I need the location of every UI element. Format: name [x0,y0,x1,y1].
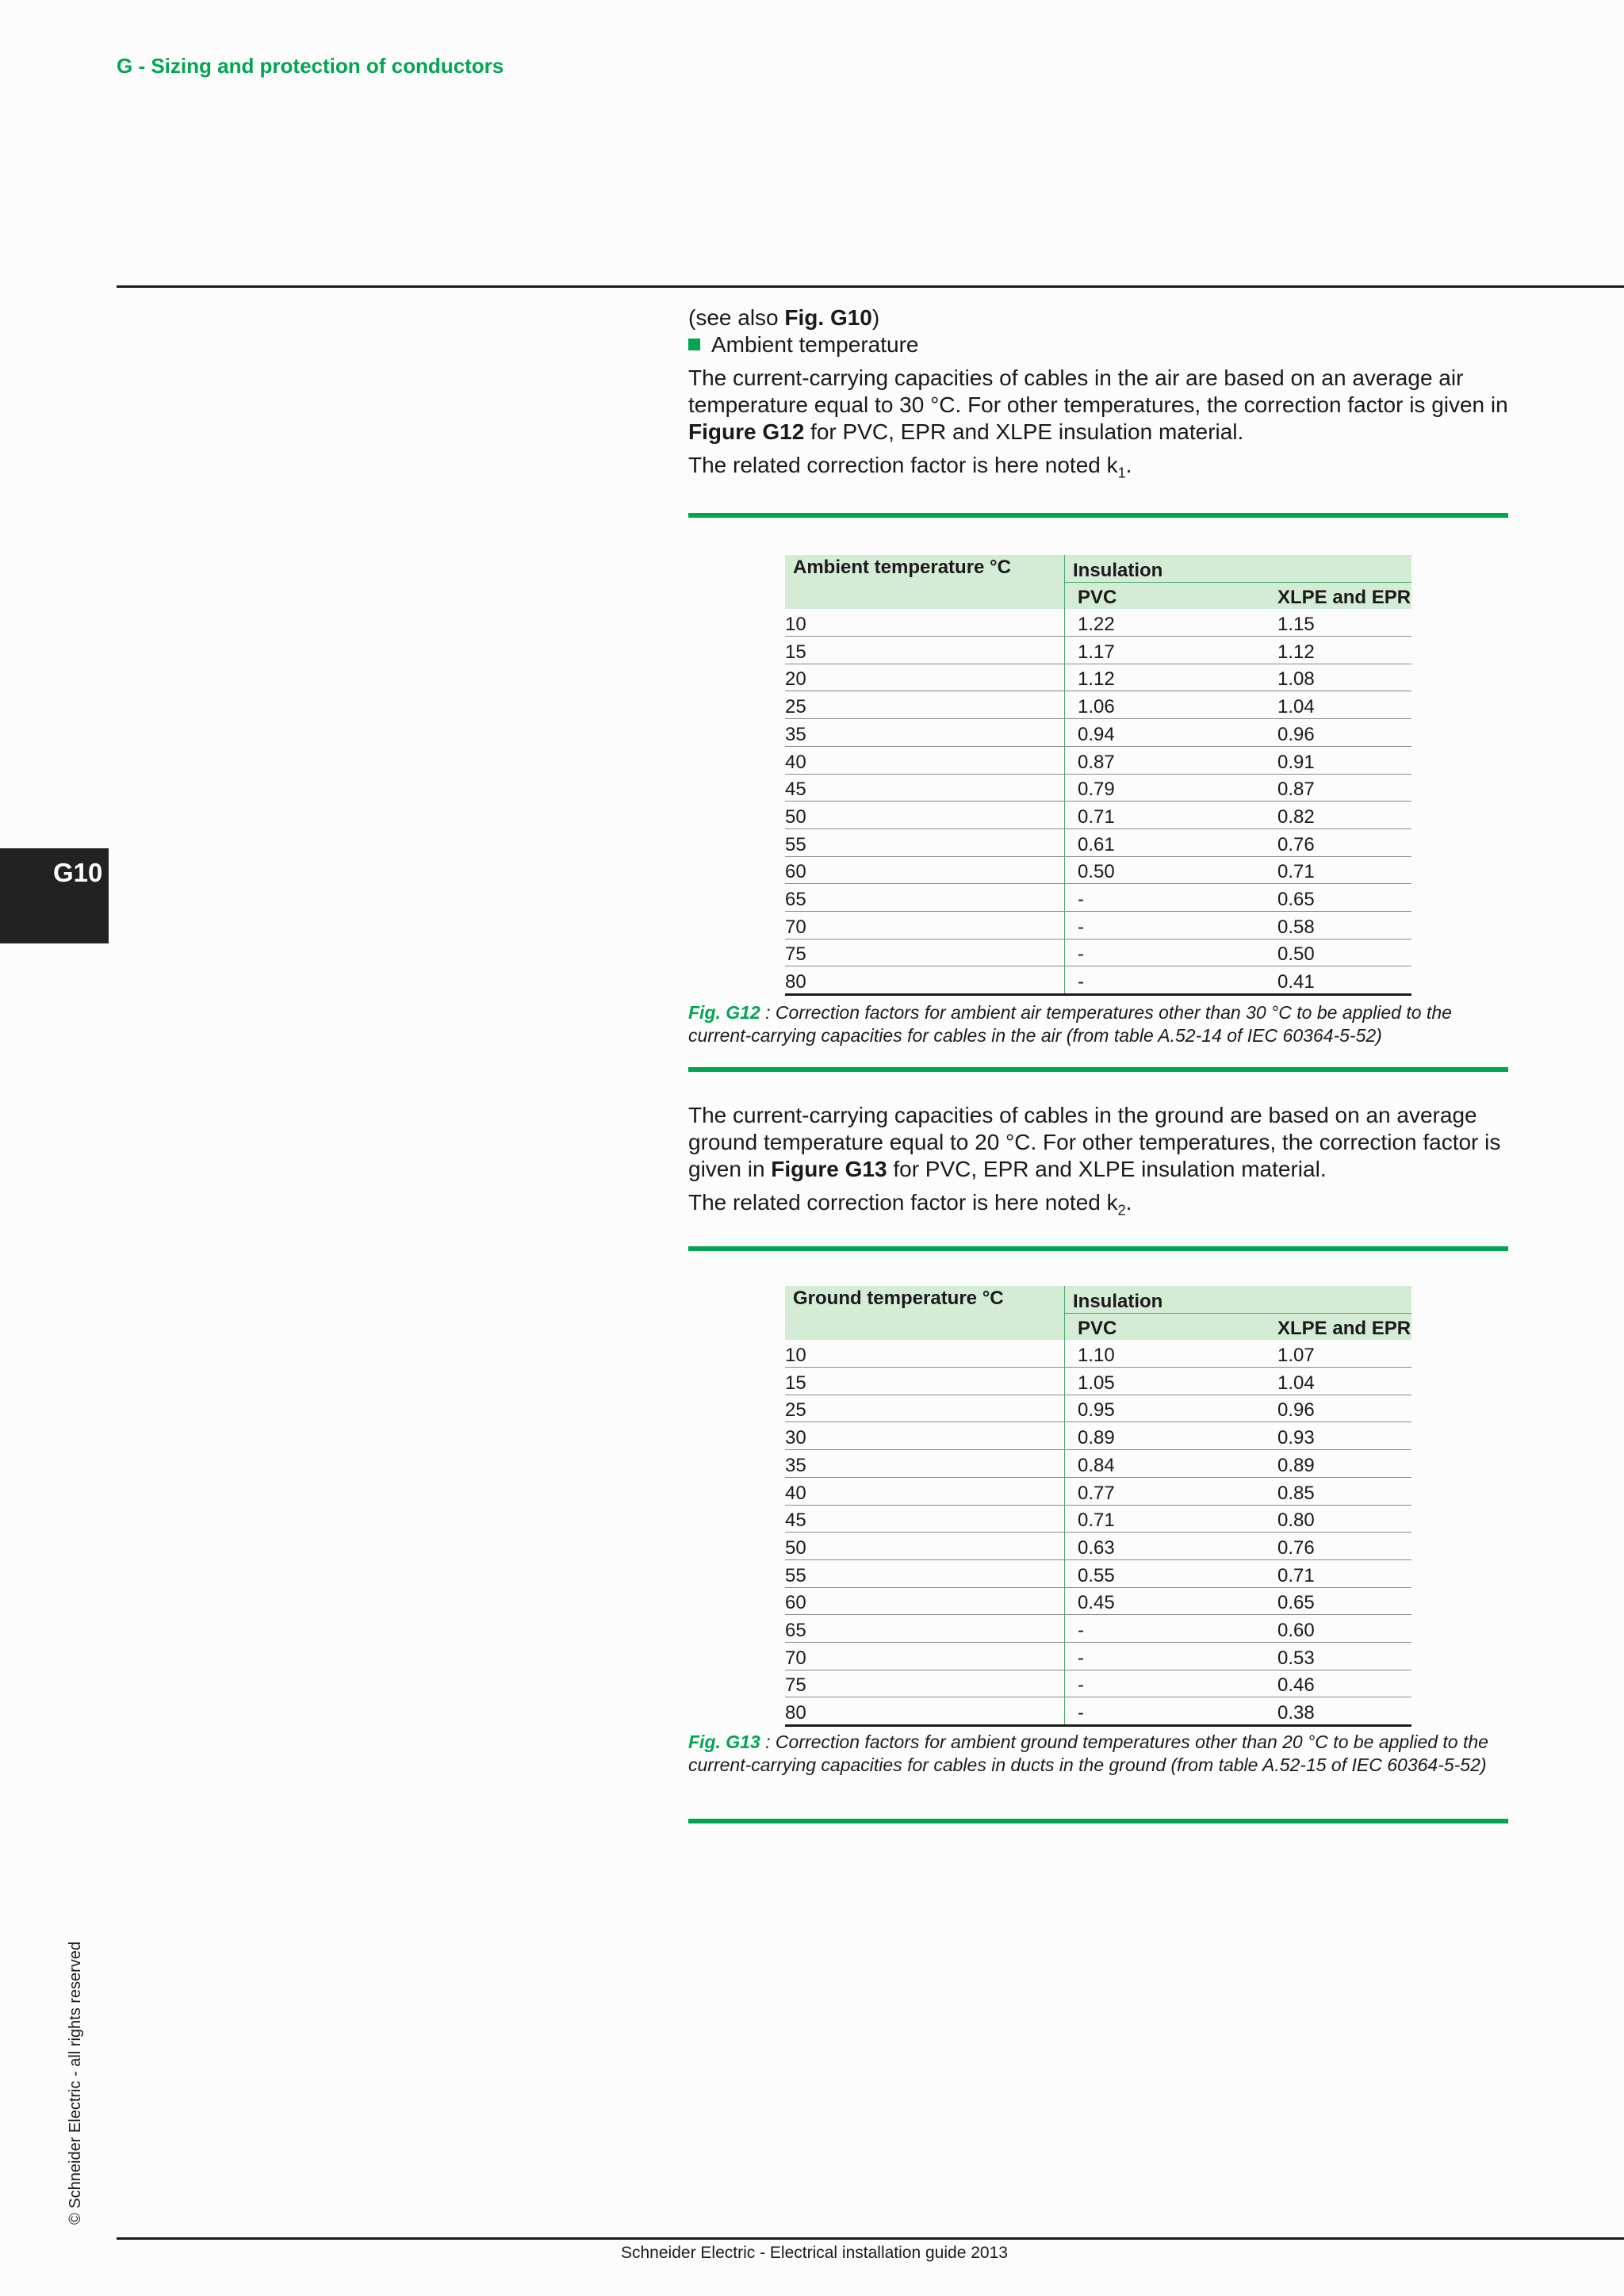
temperature-cell: 55 [785,1559,1065,1587]
table-g13 [785,1286,1411,1727]
pvc-factor-cell: - [1065,966,1275,995]
temperature-cell: 15 [785,1368,1065,1395]
temperature-cell: 15 [785,637,1065,664]
bullet-item: Ambient temperature [688,331,1513,358]
pvc-factor-cell: 1.12 [1065,664,1275,691]
table-row [785,828,1411,856]
xlpe-factor-cell: 0.71 [1274,856,1411,884]
temperature-cell: 40 [785,1477,1065,1505]
ground-paragraph: The current-carrying capacities of cables in the ground are based on an average ground temperature equal to 20 °C. For other temperatures, the correction factor is given in Figure G13 for PVC, EPR and XLPE insulation material. [688,1103,1501,1181]
temperature-cell: 75 [785,939,1065,966]
xlpe-factor-cell: 0.76 [1274,1533,1411,1560]
table-row [785,1422,1411,1450]
temperature-cell: 35 [785,719,1065,747]
xlpe-factor-cell: 0.96 [1274,719,1411,747]
temperature-cell: 45 [785,774,1065,802]
temperature-cell: 20 [785,664,1065,691]
temperature-cell: 75 [785,1670,1065,1697]
table-g12-pvc-header: PVC [1065,582,1275,609]
table-row [785,637,1411,664]
temperature-cell: 25 [785,1395,1065,1422]
pvc-factor-cell: 0.63 [1065,1533,1275,1560]
table-row [785,1670,1411,1697]
bullet-square-icon [688,339,700,350]
xlpe-factor-cell: 0.82 [1274,802,1411,829]
figure-g12-bottom-rule [688,1067,1508,1072]
temperature-cell: 35 [785,1450,1065,1478]
pvc-factor-cell: 0.71 [1065,802,1275,829]
pvc-factor-cell: 0.89 [1065,1422,1275,1450]
table-row [785,774,1411,802]
pvc-factor-cell: 0.94 [1065,719,1275,747]
header-divider [117,285,1624,288]
pvc-factor-cell: 1.10 [1065,1340,1275,1367]
air-paragraph: The current-carrying capacities of cables in the air are based on an average air temperature equal to 30 °C. For other temperatures, the correction factor is given in Figure G12 for PVC, EPR and XLPE insulation material. [688,365,1508,444]
table-row [785,802,1411,829]
xlpe-factor-cell: 1.08 [1274,664,1411,691]
xlpe-factor-cell: 0.89 [1274,1450,1411,1478]
temperature-cell: 40 [785,746,1065,774]
pvc-factor-cell: - [1065,884,1275,912]
xlpe-factor-cell: 0.91 [1274,746,1411,774]
xlpe-factor-cell: 0.38 [1274,1697,1411,1726]
table-row [785,1368,1411,1395]
copyright-notice: © Schneider Electric - all rights reserved [67,1941,84,2225]
table-row [785,1642,1411,1670]
temperature-cell: 50 [785,1533,1065,1560]
figure-g13-label: Fig. G13 [688,1732,760,1752]
pvc-factor-cell: 0.87 [1065,746,1275,774]
table-g12-col1-header: Ambient temperature °C [785,555,1065,609]
xlpe-factor-cell: 0.50 [1274,939,1411,966]
temperature-cell: 65 [785,884,1065,912]
pvc-factor-cell: 0.71 [1065,1505,1275,1533]
pvc-factor-cell: - [1065,1670,1275,1697]
pvc-factor-cell: 0.61 [1065,828,1275,856]
footer-divider [117,2237,1624,2240]
table-g12-xlpe-header: XLPE and EPR [1274,582,1411,609]
table-row [785,1477,1411,1505]
table-row [785,1697,1411,1726]
xlpe-factor-cell: 1.07 [1274,1340,1411,1367]
pvc-factor-cell: 1.06 [1065,691,1275,719]
xlpe-factor-cell: 1.04 [1274,691,1411,719]
xlpe-factor-cell: 0.93 [1274,1422,1411,1450]
xlpe-factor-cell: 0.65 [1274,1587,1411,1615]
pvc-factor-cell: 0.95 [1065,1395,1275,1422]
figure-g12-label: Fig. G12 [688,1002,760,1023]
pvc-factor-cell: - [1065,939,1275,966]
table-row [785,746,1411,774]
table-row [785,884,1411,912]
table-row [785,691,1411,719]
table-row [785,1450,1411,1478]
temperature-cell: 65 [785,1615,1065,1643]
pvc-factor-cell: - [1065,1697,1275,1726]
intro-block [688,304,1513,487]
xlpe-factor-cell: 0.87 [1274,774,1411,802]
pvc-factor-cell: 0.50 [1065,856,1275,884]
xlpe-factor-cell: 0.80 [1274,1505,1411,1533]
pvc-factor-cell: 0.84 [1065,1450,1275,1478]
temperature-cell: 70 [785,1642,1065,1670]
figure-g13-caption: Fig. G13 : Correction factors for ambient ground temperatures other than 20 °C to be applied to the current-carrying capacities for cables in ducts in the ground (from table A.52-15 of IEC 60364-5-52) [688,1732,1488,1775]
temperature-cell: 60 [785,1587,1065,1615]
temperature-cell: 45 [785,1505,1065,1533]
figure-g13-top-rule [688,1246,1508,1251]
temperature-cell: 70 [785,911,1065,939]
ground-block [688,1102,1513,1224]
section-title: G - Sizing and protection of conductors [117,54,504,78]
pvc-factor-cell: 0.79 [1065,774,1275,802]
table-row [785,911,1411,939]
table-g12-insulation-header: Insulation [1065,555,1412,582]
pvc-factor-cell: - [1065,911,1275,939]
table-g13-col1-header: Ground temperature °C [785,1286,1065,1340]
page-tab [0,848,109,943]
table-row [785,1505,1411,1533]
table-row [785,856,1411,884]
temperature-cell: 55 [785,828,1065,856]
table-row [785,1587,1411,1615]
table-g13-xlpe-header: XLPE and EPR [1274,1313,1411,1340]
table-g13-insulation-header: Insulation [1065,1286,1412,1313]
xlpe-factor-cell: 0.53 [1274,1642,1411,1670]
pvc-factor-cell: - [1065,1615,1275,1643]
table-g13-pvc-header: PVC [1065,1313,1275,1340]
xlpe-factor-cell: 0.41 [1274,966,1411,995]
xlpe-factor-cell: 1.04 [1274,1368,1411,1395]
table-row [785,664,1411,691]
footer-text: Schneider Electric - Electrical installation guide 2013 [621,2244,1008,2262]
figure-g12-caption: Fig. G12 : Correction factors for ambient air temperatures other than 30 °C to be applied to the current-carrying capacities for cables in the air (from table A.52-14 of IEC 60364-5-52) [688,1002,1452,1046]
xlpe-factor-cell: 0.76 [1274,828,1411,856]
pvc-factor-cell: 0.77 [1065,1477,1275,1505]
table-row [785,719,1411,747]
table-row [785,1615,1411,1643]
pvc-factor-cell: 1.17 [1065,637,1275,664]
pvc-factor-cell: 0.45 [1065,1587,1275,1615]
table-row [785,609,1411,636]
xlpe-factor-cell: 1.15 [1274,609,1411,636]
table-row [785,1559,1411,1587]
figure-g13-bottom-rule [688,1819,1508,1823]
temperature-cell: 30 [785,1422,1065,1450]
table-row [785,939,1411,966]
temperature-cell: 10 [785,609,1065,636]
pvc-factor-cell: - [1065,1642,1275,1670]
temperature-cell: 80 [785,1697,1065,1726]
figure-g12-top-rule [688,513,1508,518]
table-g12 [785,555,1411,996]
xlpe-factor-cell: 0.58 [1274,911,1411,939]
see-also-ref: Fig. G10 [784,305,872,330]
xlpe-factor-cell: 1.12 [1274,637,1411,664]
table-row [785,1395,1411,1422]
table-row [785,1533,1411,1560]
xlpe-factor-cell: 0.85 [1274,1477,1411,1505]
page-tab-label: G10 [53,858,103,887]
pvc-factor-cell: 1.05 [1065,1368,1275,1395]
pvc-factor-cell: 0.55 [1065,1559,1275,1587]
table-row [785,1340,1411,1367]
see-also-line: (see also Fig. G10) [688,305,880,330]
temperature-cell: 60 [785,856,1065,884]
temperature-cell: 80 [785,966,1065,995]
xlpe-factor-cell: 0.60 [1274,1615,1411,1643]
xlpe-factor-cell: 0.71 [1274,1559,1411,1587]
air-factor-note: The related correction factor is here noted $k_1$. [688,453,1132,481]
xlpe-factor-cell: 0.65 [1274,884,1411,912]
ground-factor-note: The related correction factor is here noted $k_2$. [688,1190,1132,1219]
xlpe-factor-cell: 0.46 [1274,1670,1411,1697]
temperature-cell: 50 [785,802,1065,829]
table-row [785,966,1411,995]
temperature-cell: 25 [785,691,1065,719]
xlpe-factor-cell: 0.96 [1274,1395,1411,1422]
pvc-factor-cell: 1.22 [1065,609,1275,636]
temperature-cell: 10 [785,1340,1065,1367]
